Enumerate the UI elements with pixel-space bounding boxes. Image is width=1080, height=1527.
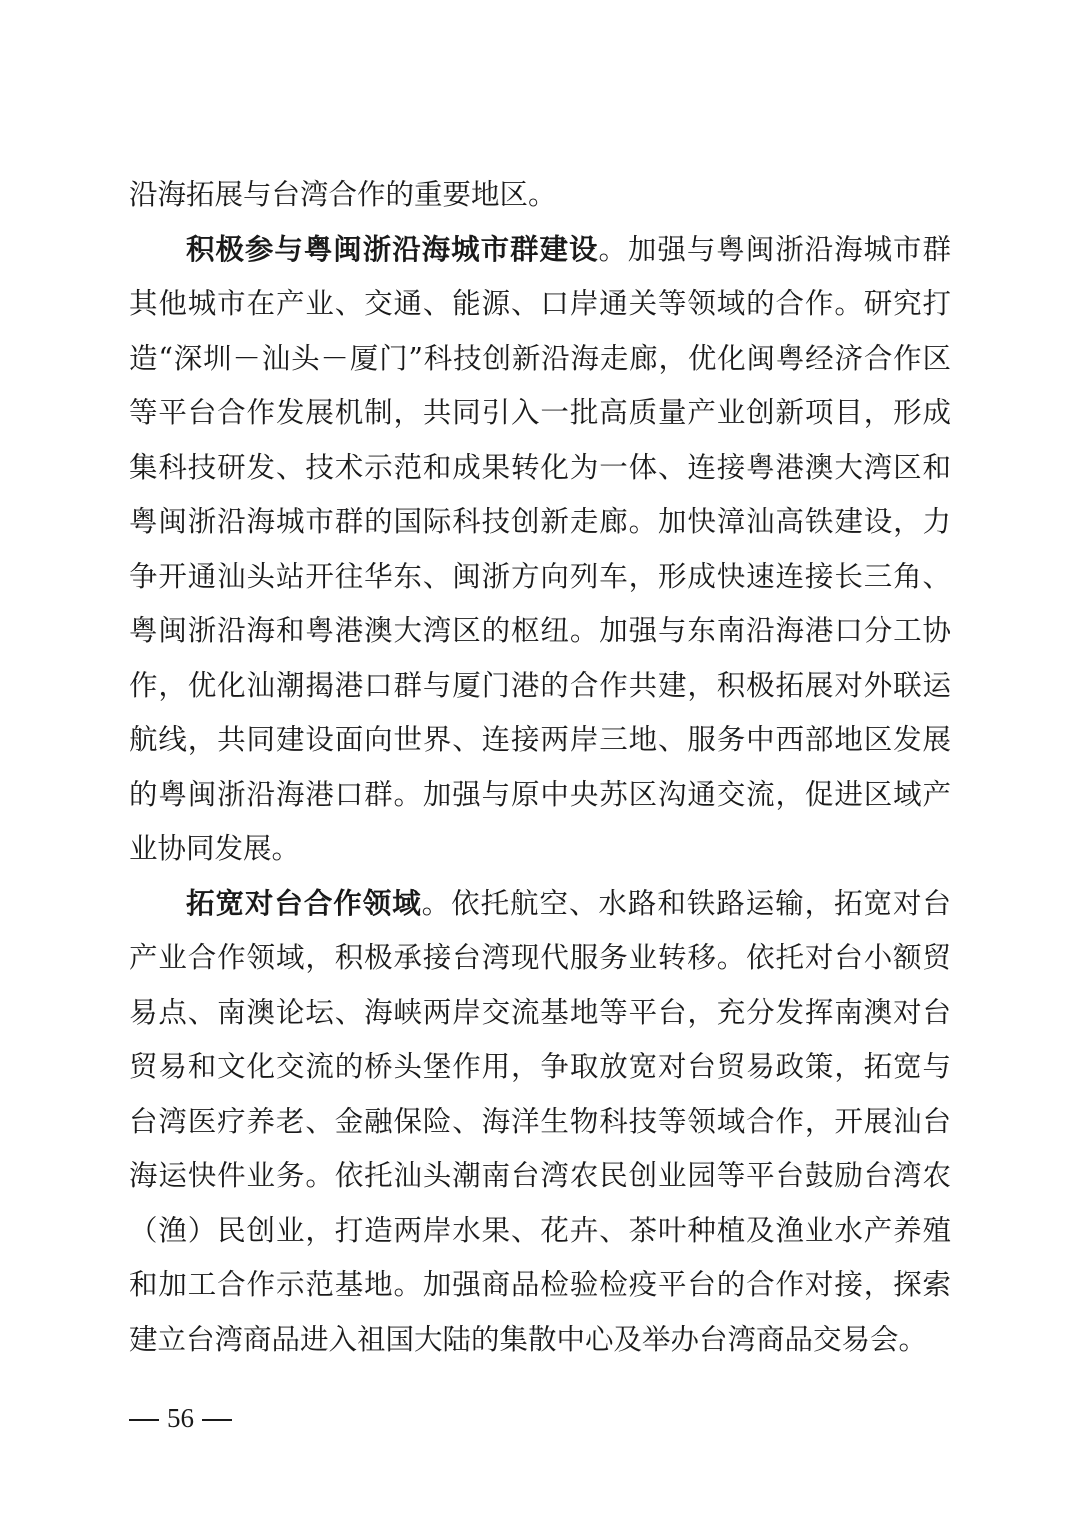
paragraph-heading: 拓宽对台合作领域: [186, 886, 422, 920]
paragraph-coastal-cities: [129, 223, 951, 877]
paragraph-text: 。依托航空、水路和铁路运输，拓宽对台产业合作领域，积极承接台湾现代服务业转移。依托对台小额贸易点、南澳论坛、海峡两岸交流基地等平台，充分发挥南澳对台贸易和文化交流的桥头堡作用，争取放宽对台贸易政策，拓宽与台湾医疗养老、金融保险、海洋生物科技等领域合作，开展汕台海运快件业务。依托汕头潮南台湾农民创业园等平台鼓励台湾农（渔）民创业，打造两岸水果、花卉、茶叶种植及渔业水产养殖和加工合作示范基地。加强商品检验检疫平台的合作对接，探索建立台湾商品进入祖国大陆的集散中心及举办台湾商品交易会。: [129, 886, 951, 1356]
page-number: 56: [167, 1403, 194, 1433]
paragraph-taiwan-cooperation: [129, 877, 951, 1368]
paragraph-continuation: [129, 168, 951, 223]
paragraph-text: 沿海拓展与台湾合作的重要地区。: [129, 178, 557, 211]
footer-dash-left: [129, 1419, 159, 1421]
footer-dash-right: [202, 1419, 232, 1421]
paragraph-text: 。加强与粤闽浙沿海城市群其他城市在产业、交通、能源、口岸通关等领域的合作。研究打造“深圳－汕头－厦门”科技创新沿海走廊，优化闽粤经济合作区等平台合作发展机制，共同引入一批高质量产业创新项目，形成集科技研发、技术示范和成果转化为一体、连接粤港澳大湾区和粤闽浙沿海城市群的国际科技创新走廊。加快漳汕高铁建设，力争开通汕头站开往华东、闽浙方向列车，形成快速连接长三角、粤闽浙沿海和粤港澳大湾区的枢纽。加强与东南沿海港口分工协作，优化汕潮揭港口群与厦门港的合作共建，积极拓展对外联运航线，共同建设面向世界、连接两岸三地、服务中西部地区发展的粤闽浙沿海港口群。加强与原中央苏区沟通交流，促进区域产业协同发展。: [129, 232, 951, 865]
page-footer: [129, 1396, 232, 1440]
body-text: [129, 168, 951, 1367]
paragraph-heading: 积极参与粤闽浙沿海城市群建设: [186, 232, 599, 266]
